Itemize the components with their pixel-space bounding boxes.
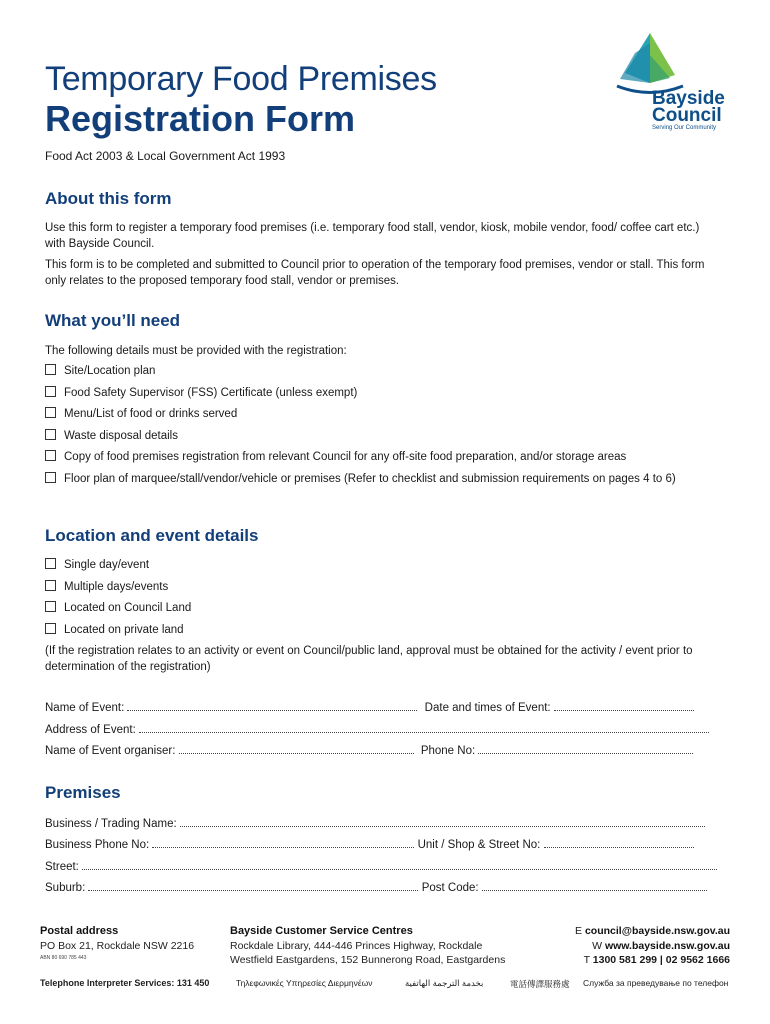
checkbox-item[interactable] — [45, 558, 715, 573]
location-note: (If the registration relates to an activity or event on Council/public land, approval must be obtained for the activity / event prior to determination of the registration) — [45, 645, 693, 673]
interpreter-arabic: بخدمة الترجمة الهاتفية — [405, 978, 484, 988]
email-row — [575, 925, 730, 937]
web-prefix: W — [592, 940, 603, 952]
checkbox-label: Multiple days/events — [64, 581, 169, 593]
abn-text: ABN 80 690 785 443 — [40, 955, 87, 961]
email-prefix: E — [575, 925, 583, 937]
checkbox-label: Floor plan of marquee/stall/vendor/vehicle or premises (Refer to checklist and submission requirements on pages 4 to 6) — [64, 473, 676, 485]
tel-numbers: 1300 581 299 | 02 9562 1666 — [592, 954, 730, 966]
checkbox-label: Waste disposal details — [64, 430, 178, 442]
location-heading: Location and event details — [45, 526, 259, 545]
checkbox-item[interactable] — [45, 407, 715, 422]
business-name-row — [45, 816, 725, 830]
suburb-label: Suburb: — [45, 882, 86, 894]
checkbox-label: Located on private land — [64, 624, 184, 636]
street-field[interactable] — [82, 859, 717, 870]
event-name-row — [45, 700, 725, 714]
web-link[interactable]: www.bayside.nsw.gov.au — [604, 940, 730, 952]
logo-tagline: Serving Our Community — [652, 125, 717, 131]
unit-label: Unit / Shop & Street No: — [417, 839, 541, 851]
event-dates-field[interactable] — [554, 700, 694, 711]
checkbox-item[interactable] — [45, 472, 734, 487]
centre-eastgardens: Westfield Eastgardens, 152 Bunnerong Road, Eastgardens — [230, 954, 506, 966]
checkbox-icon[interactable] — [45, 364, 56, 375]
checkbox-label: Site/Location plan — [64, 365, 156, 377]
centre-rockdale: Rockdale Library, 444-446 Princes Highway, Rockdale — [230, 940, 483, 952]
checkbox-icon[interactable] — [45, 580, 56, 591]
suburb-field[interactable] — [88, 880, 418, 891]
interpreter-macedonian: Служба за преведување по телефон — [583, 978, 729, 988]
need-intro: The following details must be provided with the registration: — [45, 345, 347, 357]
business-phone-row — [45, 837, 725, 851]
bayside-council-logo — [615, 33, 730, 133]
interpreter-greek: Τηλεφωνικές Υπηρεσίες Διερμηνέων — [236, 978, 373, 988]
tel-row — [584, 954, 730, 966]
checkbox-item[interactable] — [45, 364, 715, 379]
web-row — [592, 940, 730, 952]
checkbox-icon[interactable] — [45, 386, 56, 397]
checkbox-icon[interactable] — [45, 558, 56, 569]
business-name-field[interactable] — [180, 816, 705, 827]
about-paragraph-1: Use this form to register a temporary food premises (i.e. temporary food stall, vendor, kiosk, mobile vendor, food/ coffee cart etc.) with Bayside Council. — [45, 222, 700, 250]
need-heading: What you’ll need — [45, 311, 181, 330]
event-name-label: Name of Event: — [45, 702, 125, 714]
street-row — [45, 859, 725, 873]
checkbox-item[interactable] — [45, 623, 715, 638]
interpreter-chinese: 電話傳譯服務處 — [510, 979, 570, 989]
event-organiser-field[interactable] — [179, 743, 414, 754]
email-link[interactable]: council@bayside.nsw.gov.au — [584, 925, 730, 937]
checkbox-label: Single day/event — [64, 559, 150, 571]
event-address-row — [45, 722, 725, 736]
checkbox-label: Food Safety Supervisor (FSS) Certificate (unless exempt) — [64, 387, 358, 399]
premises-heading: Premises — [45, 783, 121, 802]
page-title-line1: Temporary Food Premises — [45, 60, 437, 98]
logo-name-line2: Council — [652, 105, 722, 126]
tel-prefix: T — [583, 954, 590, 966]
interpreter-label: Telephone Interpreter Services: 131 450 — [40, 978, 210, 988]
checkbox-icon[interactable] — [45, 623, 56, 634]
postcode-label: Post Code: — [421, 882, 479, 894]
checkbox-item[interactable] — [45, 429, 715, 444]
checkbox-item[interactable] — [45, 580, 715, 595]
checkbox-label: Menu/List of food or drinks served — [64, 408, 238, 420]
checkbox-label: Copy of food premises registration from relevant Council for any off-site food preparation, and/or storage areas — [64, 451, 627, 463]
postal-address: PO Box 21, Rockdale NSW 2216 — [40, 940, 195, 952]
suburb-row — [45, 880, 725, 894]
event-dates-label: Date and times of Event: — [424, 702, 551, 714]
phone-label: Phone No: — [420, 745, 476, 757]
checkbox-label: Located on Council Land — [64, 602, 192, 614]
page-subtitle: Food Act 2003 & Local Government Act 1993 — [45, 149, 286, 163]
event-organiser-label: Name of Event organiser: — [45, 745, 176, 757]
checkbox-icon[interactable] — [45, 450, 56, 461]
checkbox-icon[interactable] — [45, 429, 56, 440]
street-label: Street: — [45, 861, 79, 873]
logo-name-line1: Bayside — [652, 88, 725, 109]
checkbox-item[interactable] — [45, 386, 715, 401]
event-name-field[interactable] — [127, 700, 417, 711]
about-paragraph-2: This form is to be completed and submitted to Council prior to operation of the temporary food premises, vendor or stall. This form only relates to the proposed temporary food stall, vendor or premises. — [45, 259, 705, 287]
postal-heading: Postal address — [40, 925, 119, 937]
checkbox-icon[interactable] — [45, 472, 56, 483]
checkbox-item[interactable] — [45, 450, 715, 465]
about-heading: About this form — [45, 189, 172, 208]
postcode-field[interactable] — [482, 880, 707, 891]
event-organiser-row — [45, 743, 725, 757]
unit-field[interactable] — [544, 837, 694, 848]
business-phone-field[interactable] — [152, 837, 414, 848]
checkbox-item[interactable] — [45, 601, 715, 616]
page-title-line2: Registration Form — [45, 98, 356, 139]
centres-heading: Bayside Customer Service Centres — [230, 925, 413, 937]
event-address-field[interactable] — [139, 722, 709, 733]
event-address-label: Address of Event: — [45, 724, 136, 736]
business-name-label: Business / Trading Name: — [45, 818, 177, 830]
business-phone-label: Business Phone No: — [45, 839, 150, 851]
checkbox-icon[interactable] — [45, 601, 56, 612]
phone-field[interactable] — [478, 743, 693, 754]
checkbox-icon[interactable] — [45, 407, 56, 418]
